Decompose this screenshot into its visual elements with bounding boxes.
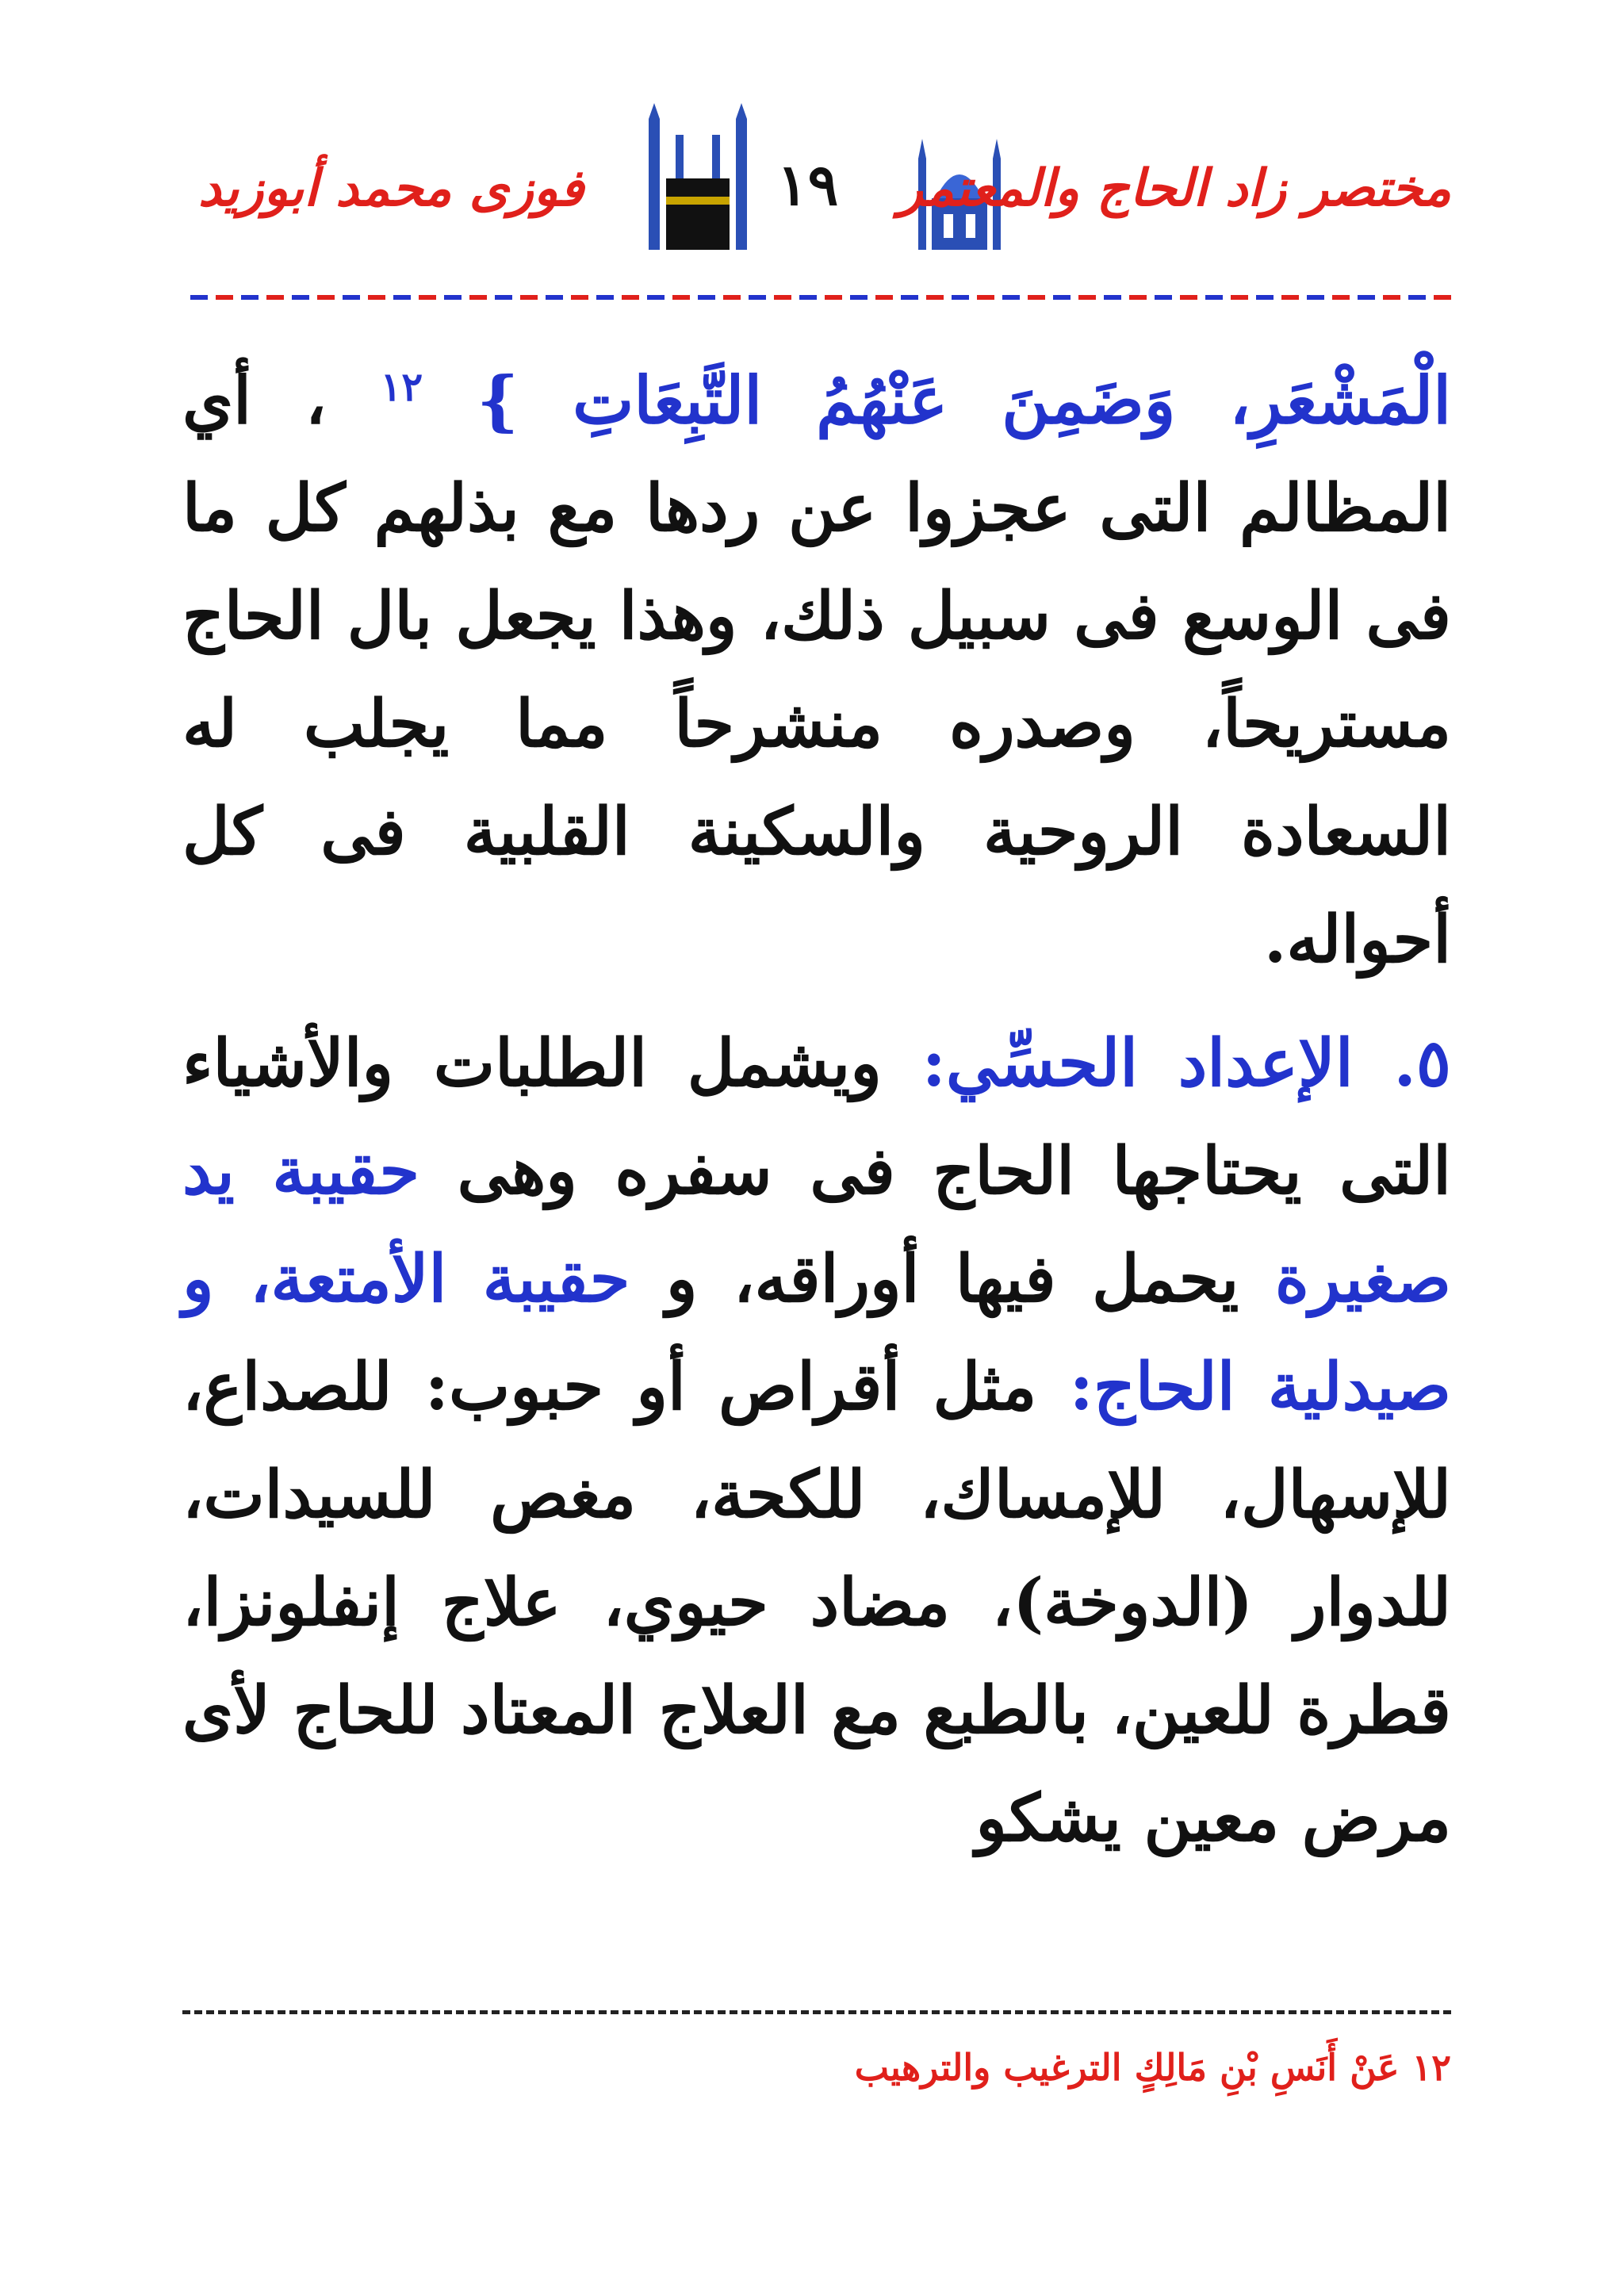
- book-title: مختصر زاد الحاج والمعتمر: [898, 159, 1451, 218]
- item-number: ٥.: [1393, 1025, 1451, 1102]
- hadith-quote: الْمَشْعَرِ، وَضَمِنَ عَنْهُمُ التَّبِعَاتِ }: [477, 362, 1451, 439]
- item-highlight-1: حقيبة يد صغيرة: [182, 1133, 1451, 1318]
- main-text: [182, 333, 1451, 1872]
- page-number: ١٩: [777, 151, 839, 218]
- paragraph-2: [182, 1009, 1451, 1872]
- footnote: ١٢ عَنْ أَنَسِ بْنِ مَالِكٍ الترغيب والترهيب: [854, 2046, 1451, 2089]
- item-text-1: ويشمل الطلبات والأشياء التى يحتاجها الحاج فى سفره وهى: [182, 1025, 1451, 1210]
- item-heading: الإعداد الحسِّي:: [921, 1025, 1354, 1102]
- page-header: [151, 95, 1459, 278]
- paragraph-1: [182, 333, 1451, 994]
- author-name: فوزى محمد أبوزيد: [198, 159, 584, 218]
- paragraph-1-text: ، أي المظالم التى عجزوا عن ردها مع بذلهم كل ما فى الوسع فى سبيل ذلك، وهذا يجعل بال الحاج مستريحاً، وصدره منشرحاً مما يجلب له السعادة الروحية والسكينة القلبية فى كل أحواله.: [182, 362, 1451, 979]
- footnote-divider: [182, 2010, 1451, 2014]
- item-text-3: مثل أقراص أو حبوب: للصداع، للإسهال، للإمساك، للكحة، مغص للسيدات، للدوار (الدوخة)، مضاد حيوي، علاج إنفلونزا، قطرة للعين، بالطبع مع العلاج المعتاد للحاج لأى مرض معين يشكو: [182, 1349, 1451, 1857]
- header-divider: [190, 295, 1451, 300]
- kaaba-icon: [642, 103, 753, 254]
- item-text-2: يحمل فيها أوراقه، و: [665, 1241, 1239, 1318]
- footnote-ref: ١٢: [380, 363, 423, 410]
- item-highlight-2: حقيبة الأمتعة، و صيدلية الحاج:: [182, 1241, 1451, 1426]
